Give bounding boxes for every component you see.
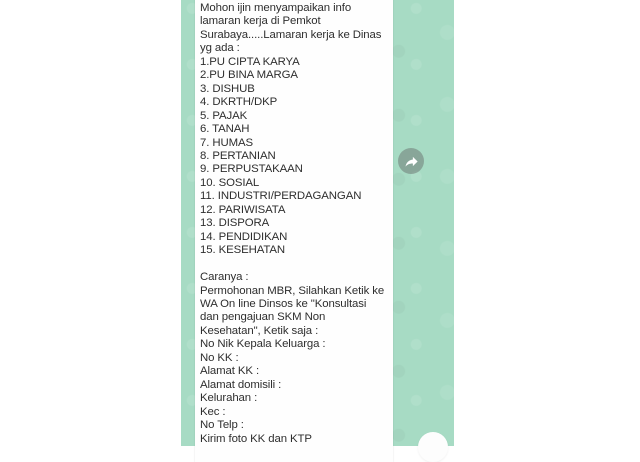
message-line: Kirim foto KK dan KTP [200,432,312,445]
message-line: yg ada : [200,42,240,55]
message-line: 9. PERPUSTAKAAN [200,163,303,176]
message-line [200,258,388,271]
message-line: 2.PU BINA MARGA [200,69,298,82]
message-line: Alamat domisili : [200,378,282,391]
message-line: No Nik Kepala Keluarga : [200,338,326,351]
message-line: 4. DKRTH/DKP [200,96,278,109]
forward-message-button[interactable] [398,148,424,174]
message-line: 12. PARIWISATA [200,203,286,216]
message-line: 10. SOSIAL [200,176,260,189]
message-bubble[interactable] [195,0,393,462]
message-line: 6. TANAH [200,123,250,136]
message-line: No Telp : [200,419,244,432]
message-line: 15. KESEHATAN [200,244,286,257]
message-line: 5. PAJAK [200,109,248,122]
message-line: 13. DISPORA [200,217,270,230]
message-line: Caranya : [200,271,249,284]
message-line: 3. DISHUB [200,82,255,95]
message-line: 7. HUMAS [200,136,253,149]
message-line: dan pengajuan SKM Non [200,311,326,324]
message-line: WA On line Dinsos ke "Konsultasi [200,297,367,310]
message-line: Kec : [200,405,226,418]
message-line: Surabaya.....Lamaran kerja ke Dinas [200,28,382,41]
message-line: Mohon ijin menyampaikan info [200,2,352,14]
forward-arrow-icon [404,154,419,169]
message-line: Kesehatan", Ketik saja : [200,324,319,337]
message-line: No KK : [200,351,239,364]
message-line: lamaran kerja di Pemkot [200,15,321,28]
message-line: 14. PENDIDIKAN [200,230,288,243]
message-line: 1.PU CIPTA KARYA [200,55,300,68]
message-line: 8. PERTANIAN [200,149,276,162]
message-line: Permohonan MBR, Silahkan Ketik ke [200,284,385,297]
message-line: Kelurahan : [200,392,258,405]
scroll-to-bottom-button[interactable] [418,432,448,462]
message-line: Alamat KK : [200,365,260,378]
message-line: 11. INDUSTRI/PERDAGANGAN [200,190,362,203]
